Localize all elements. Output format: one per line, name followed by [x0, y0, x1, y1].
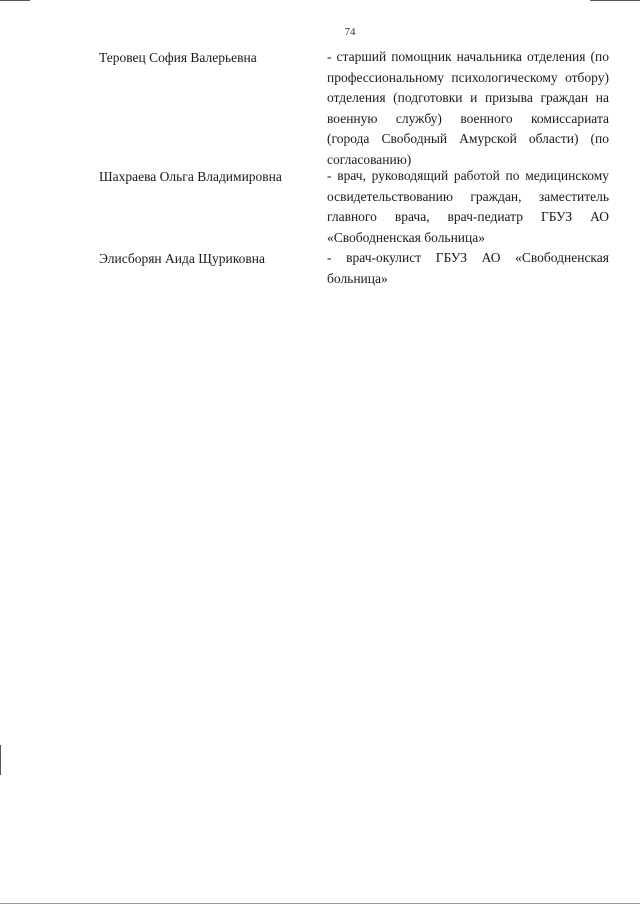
scan-edge-mark-top-right — [590, 0, 640, 1]
member-role: - старший помощник начальника отделения (по профессиональному психологическому отбору) отделения (подготовки и призыва граждан на военную службу) военного комиссариата (города Свободный Амурской области) (по согласованию) — [327, 49, 609, 167]
scan-edge-mark-bottom — [0, 903, 640, 904]
member-role: - врач-окулист ГБУЗ АО «Свободненская больница» — [327, 250, 609, 286]
scan-edge-mark-left — [0, 745, 1, 775]
scan-edge-mark-top-left — [0, 0, 30, 1]
member-name: Элисборян Аида Щуриковна — [99, 251, 265, 266]
member-name: Шахраева Ольга Владимировна — [99, 169, 282, 184]
page-number: 74 — [344, 26, 356, 38]
member-role: - врач, руководящий работой по медицинскому освидетельствованию граждан, заместитель главного врача, врач-педиатр ГБУЗ АО «Свободненская больница» — [327, 168, 609, 245]
member-name: Теровец София Валерьевна — [99, 50, 257, 65]
